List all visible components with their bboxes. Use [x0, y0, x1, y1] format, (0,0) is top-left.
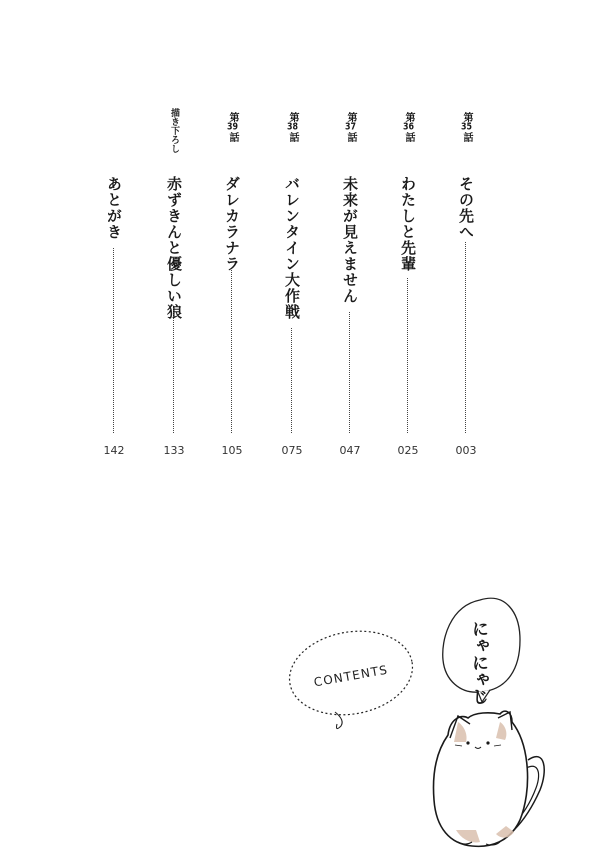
- page-number: 003: [455, 444, 477, 457]
- label-number: 36: [403, 122, 414, 132]
- page-number: 105: [221, 444, 243, 457]
- episode-title: わたしと先輩: [399, 176, 417, 272]
- episode-title: 赤ずきんと優しい狼: [165, 176, 183, 320]
- cat-eye-left: [466, 741, 469, 744]
- episode-title: 未来が見えません: [341, 176, 359, 304]
- cat-speech-bubble: [443, 598, 520, 705]
- label-prefix: 第: [345, 112, 356, 122]
- label-suffix: 話: [287, 132, 298, 142]
- page-number: 047: [339, 444, 361, 457]
- page-number: 075: [281, 444, 303, 457]
- label-number: 39: [227, 122, 238, 132]
- label-suffix: 話: [461, 132, 472, 142]
- page-number: 025: [397, 444, 419, 457]
- cat-eye-right: [486, 741, 489, 744]
- label-number: 37: [345, 122, 356, 132]
- label-number: 35: [461, 122, 472, 132]
- episode-title: その先へ: [457, 176, 475, 240]
- episode-title: ダレカラナラ: [223, 176, 241, 272]
- page-number: 142: [103, 444, 125, 457]
- label-suffix: 話: [345, 132, 356, 142]
- episode-title: あとがき: [105, 176, 123, 240]
- cat-speech-text: にゃにゃじ: [468, 620, 488, 705]
- cat-body: [434, 711, 545, 846]
- label-prefix: 第: [403, 112, 414, 122]
- label-prefix: 第: [461, 112, 472, 122]
- label-prefix: 第: [227, 112, 238, 122]
- label-suffix: 話: [227, 132, 238, 142]
- bonus-label: 描き下ろし: [169, 108, 179, 153]
- label-suffix: 話: [403, 132, 414, 142]
- page-number: 133: [163, 444, 185, 457]
- episode-title: バレンタイン大作戦: [283, 176, 301, 320]
- label-number: 38: [287, 122, 298, 132]
- contents-bubble: [283, 622, 419, 729]
- label-prefix: 第: [287, 112, 298, 122]
- contents-label: CONTENTS: [312, 662, 390, 690]
